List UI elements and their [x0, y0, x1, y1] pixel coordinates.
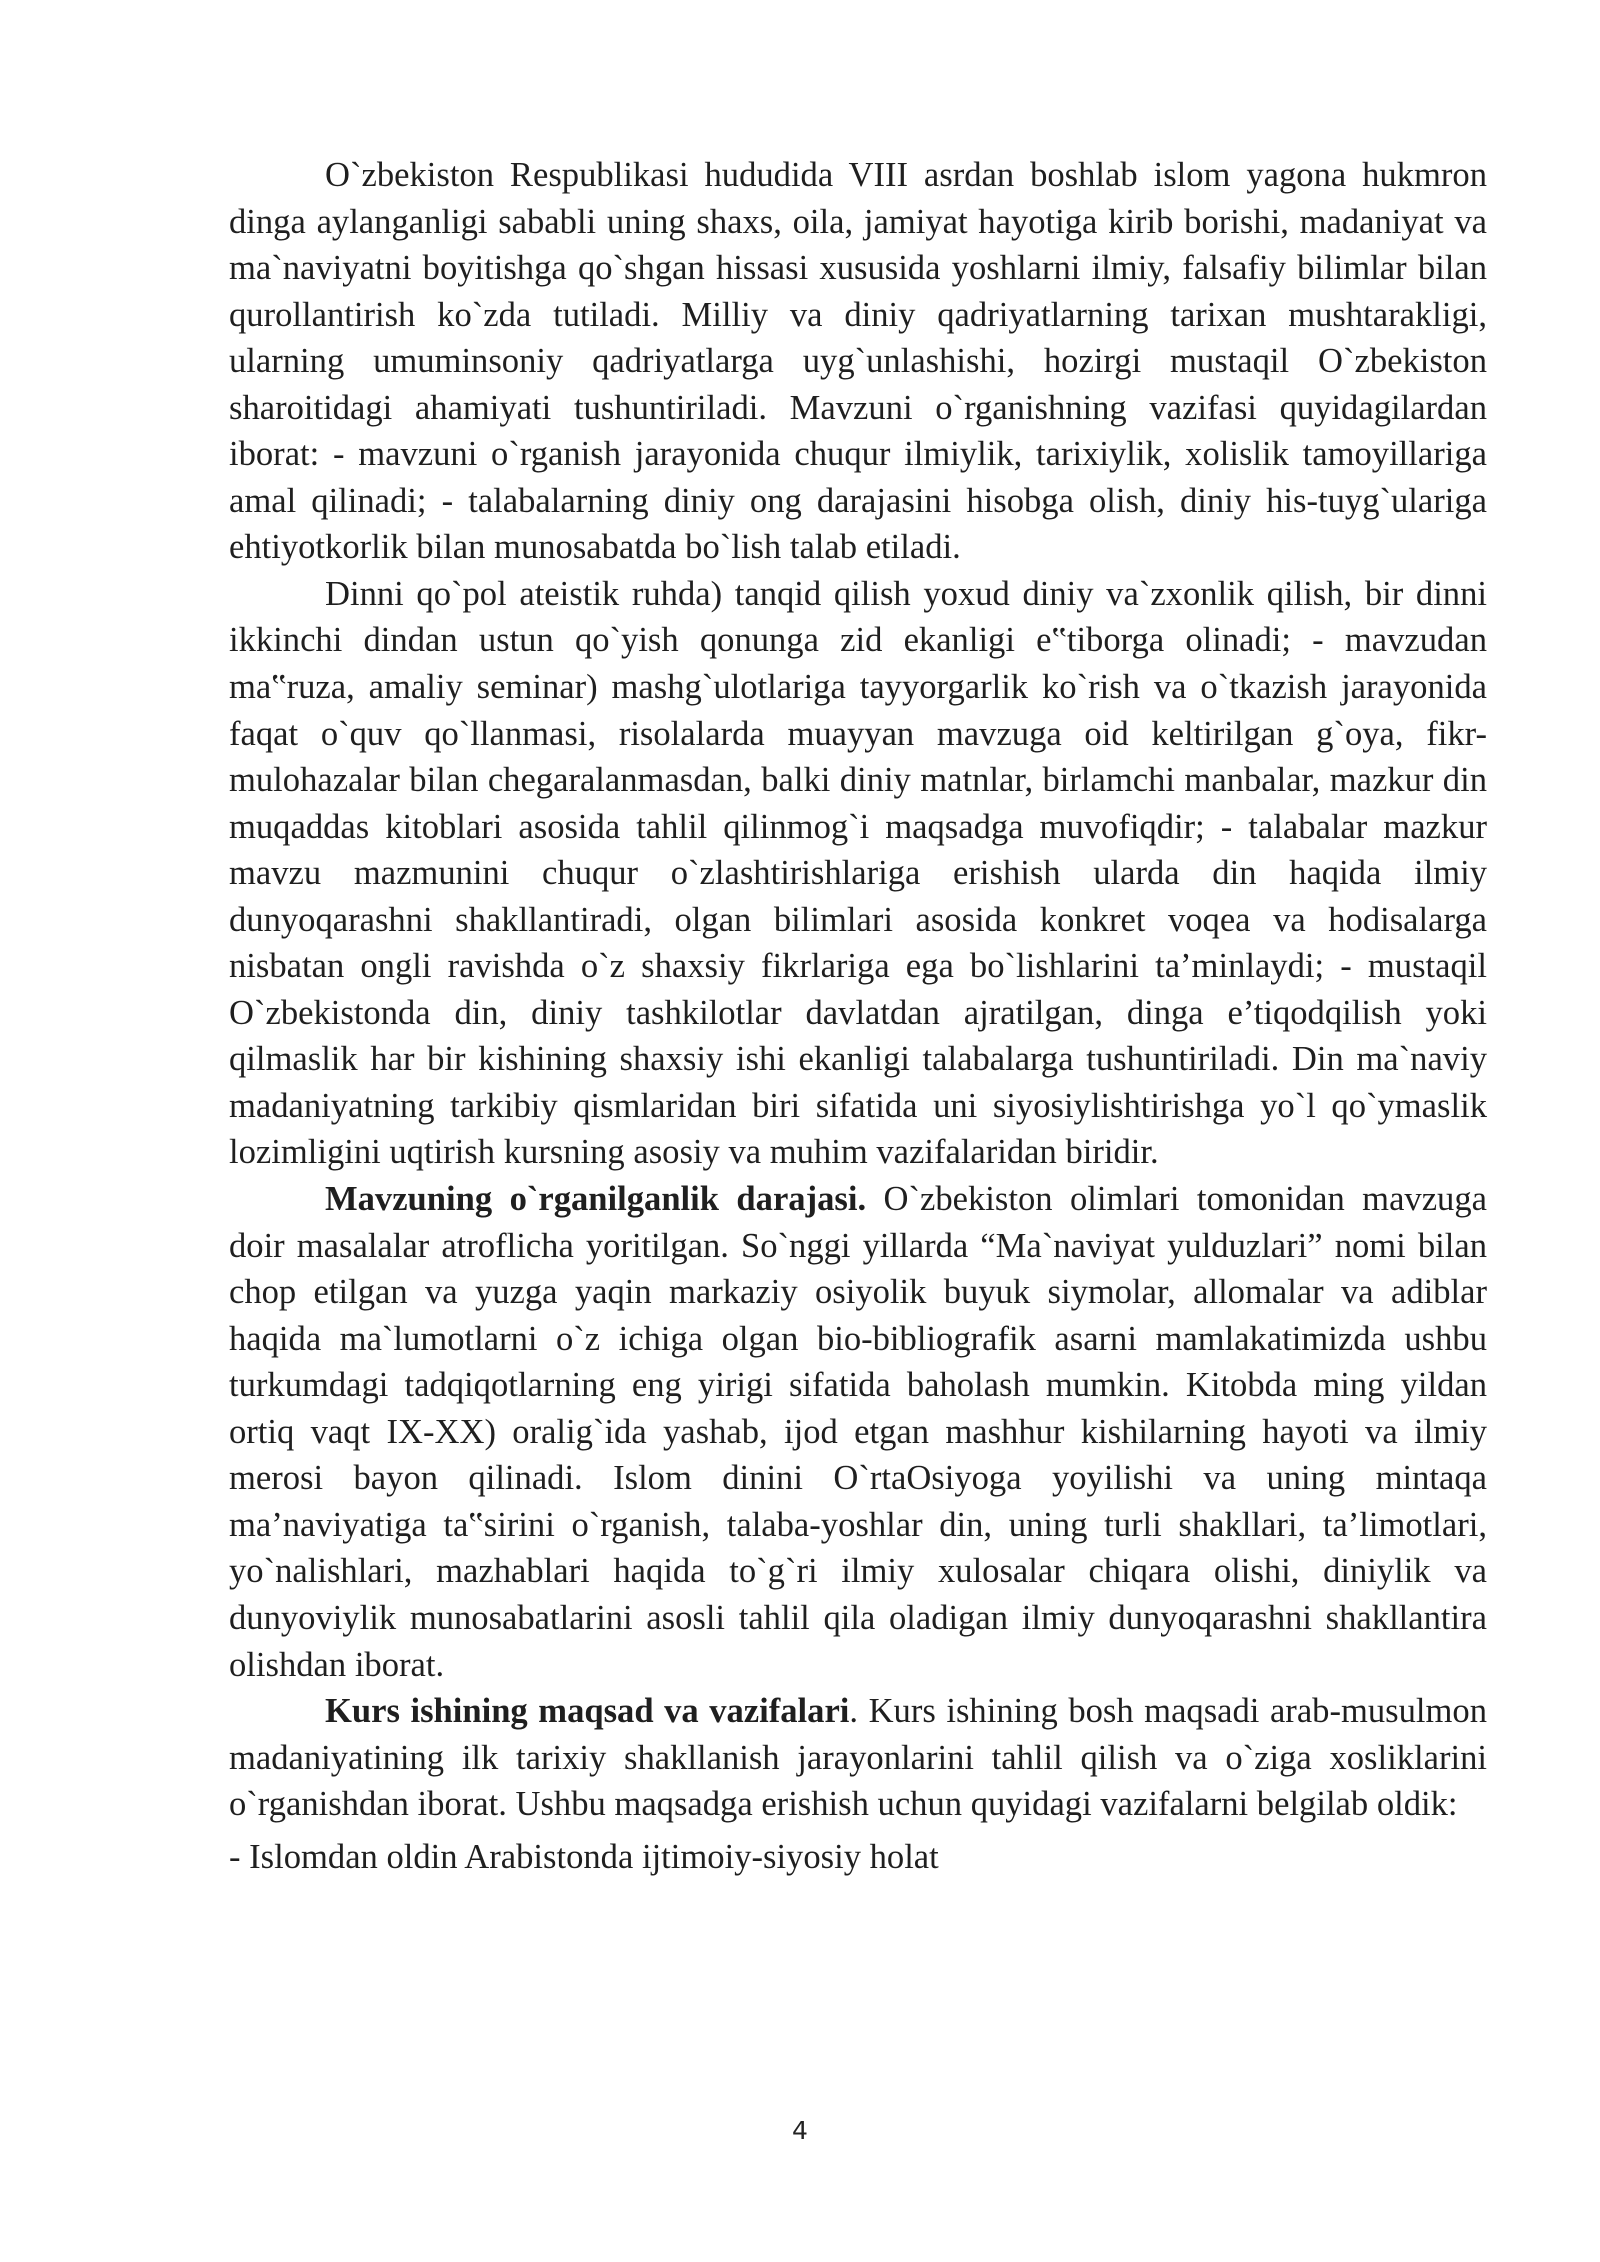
- paragraph-3-heading: Mavzuning o`rganilganlik darajasi.: [325, 1180, 867, 1219]
- paragraph-4-heading: Kurs ishining maqsad va vazifalari: [325, 1692, 850, 1731]
- list-item: - Islomdan oldin Arabistonda ijtimoiy-siyosiy holat: [229, 1837, 939, 1876]
- paragraph-1: [229, 152, 1487, 571]
- page-number: 4: [792, 2116, 808, 2145]
- paragraph-3: [229, 1176, 1487, 1688]
- paragraph-2-text: Dinni qo`pol ateistik ruhda) tanqid qilish yoxud diniy va`zxonlik qilish, bir dinni ikkinchi dindan ustun qo`yish qonunga zid ekanligi e‟tiborga olinadi; - mavzudan ma‟ruza, amaliy seminar) mashg`ulotlariga tayyorgarlik ko`rish va o`tkazish jarayonida faqat o`quv qo`llanmasi, risolalarda muayyan mavzuga oid keltirilgan g`oya, fikr-mulohazalar bilan chegaralanmasdan, balki diniy matnlar, birlamchi manbalar, mazkur din muqaddas kitoblari asosida tahlil qilinmog`i maqsadga muvofiqdir; - talabalar mazkur mavzu mazmunini chuqur o`zlashtirishlariga erishish ularda din haqida ilmiy dunyoqarashni shakllantiradi, olgan bilimlari asosida konkret voqea va hodisalarga nisbatan ongli ravishda o`z shaxsiy fikrlariga ega bo`lishlarini ta’minlaydi; - mustaqil O`zbekistonda din, diniy tashkilotlar davlatdan ajratilgan, dinga e’tiqodqilish yoki qilmaslik har bir kishining shaxsiy ishi ekanligi talabalarga tushuntiriladi. Din ma`naviy madaniyatning tarkibiy qismlaridan biri sifatida uni siyosiylishtirishga yo`l qo`ymaslik lozimligini uqtirish kursning asosiy va muhim vazifalaridan biridir.: [229, 574, 1487, 1172]
- paragraph-4-text: . Kurs ishining bosh maqsadi arab-musulmon madaniyatining ilk tarixiy shakllanish jarayonlarini tahlil qilish va o`ziga xosliklarini o`rganishdan iborat. Ushbu maqsadga erishish uchun quyidagi vazifalarni belgilab oldik:: [229, 1692, 1487, 1824]
- paragraph-4: [229, 1688, 1487, 1828]
- page-body: [229, 152, 1487, 1880]
- paragraph-1-text: O`zbekiston Respublikasi hududida VIII asrdan boshlab islom yagona hukmron dinga aylanganligi sababli uning shaxs, oila, jamiyat hayotiga kirib borishi, madaniyat va ma`naviyatni boyitishga qo`shgan hissasi xususida yoshlarni ilmiy, falsafiy bilimlar bilan qurollantirish ko`zda tutiladi. Milliy va diniy qadriyatlarning tarixan mushtarakligi, ularning umuminsoniy qadriyatlarga uyg`unlashishi, hozirgi mustaqil O`zbekiston sharoitidagi ahamiyati tushuntiriladi. Mavzuni o`rganishning vazifasi quyidagilardan iborat: - mavzuni o`rganish jarayonida chuqur ilmiylik, tarixiylik, xolislik tamoyillariga amal qilinadi; - talabalarning diniy ong darajasini hisobga olish, diniy his-tuyg`ulariga ehtiyotkorlik bilan munosabatda bo`lish talab etiladi.: [229, 156, 1487, 567]
- paragraph-2: [229, 571, 1487, 1176]
- paragraph-3-text: O`zbekiston olimlari tomonidan mavzuga doir masalalar atroflicha yoritilgan. So`nggi yillarda “Ma`naviyat yulduzlari” nomi bilan chop etilgan va yuzga yaqin markaziy osiyolik buyuk siymolar, allomalar va adiblar haqida ma`lumotlarni o`z ichiga olgan bio-bibliografik asarni mamlakatimizda ushbu turkumdagi tadqiqotlarning eng yirigi sifatida baholash mumkin. Kitobda ming yildan ortiq vaqt IX-XX) oralig`ida yashab, ijod etgan mashhur kishilarning hayoti va ilmiy merosi bayon qilinadi. Islom dinini O`rtaOsiyoga yoyilishi va uning mintaqa ma’naviyatiga ta‟sirini o`rganish, talaba-yoshlar din, uning turli shakllari, ta’limotlari, yo`nalishlari, mazhablari haqida to`g`ri ilmiy xulosalar chiqara olishi, diniylik va dunyoviylik munosabatlarini asosli tahlil qila oladigan ilmiy dunyoqarashni shakllantira olishdan iborat.: [229, 1180, 1487, 1684]
